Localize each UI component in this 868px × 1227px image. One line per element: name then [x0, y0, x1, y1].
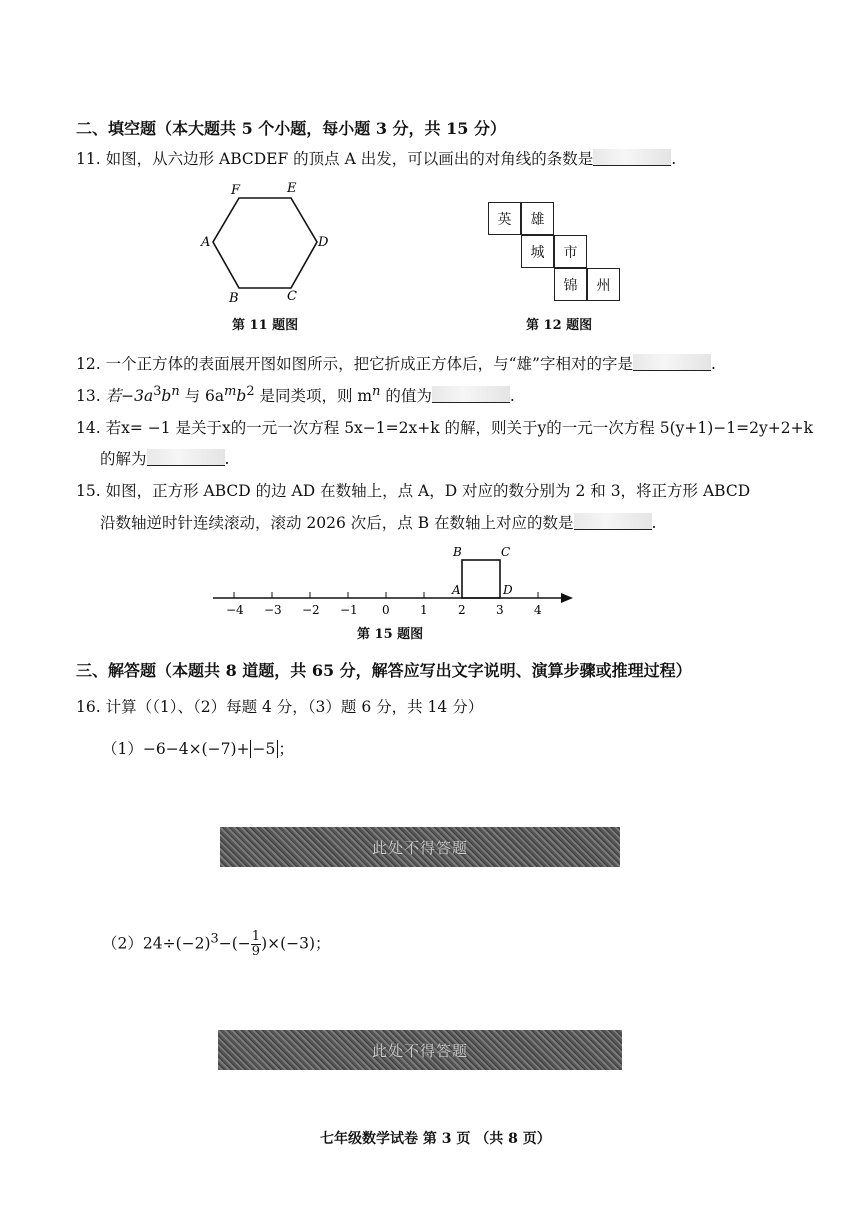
- question-text-line2: 沿数轴逆时针连续滚动，滚动 2026 次后，点 B 在数轴上对应的数是: [100, 514, 574, 532]
- question-number: 12.: [76, 355, 101, 373]
- expr-part: 与 6a: [179, 387, 225, 406]
- square-label-c: C: [501, 545, 511, 559]
- exponent: 2: [246, 384, 255, 399]
- numerator: 1: [251, 929, 261, 944]
- tick-label: 0: [382, 603, 390, 617]
- answer-blank: [593, 149, 671, 166]
- question-13: [76, 384, 515, 406]
- answer-blank: [574, 513, 652, 530]
- answer-blank: [147, 449, 225, 466]
- caption-q12: 第 12 题图: [526, 318, 593, 333]
- tick-label: 4: [534, 603, 542, 617]
- denominator: 9: [251, 944, 261, 959]
- hex-label-c: C: [287, 289, 297, 304]
- expr-part: 若−3a: [105, 387, 154, 406]
- tick-label: −1: [340, 603, 358, 617]
- page-footer: 七年级数学试卷 第 3 页 （共 8 页）: [320, 1131, 551, 1147]
- expression-end: ；: [278, 740, 294, 758]
- hex-label-f: F: [231, 183, 241, 198]
- question-number: 13.: [76, 387, 101, 406]
- square-abcd: [462, 560, 500, 598]
- exponent: 3: [210, 931, 219, 947]
- hex-label-e: E: [287, 181, 297, 196]
- expr-part: 的值为: [380, 387, 432, 406]
- question-text-line1: 如图，正方形 ABCD 的边 AD 在数轴上，点 A，D 对应的数分别为 2 和 3，将正方形 ABCD: [105, 482, 751, 500]
- question-16: [76, 695, 483, 717]
- net-cell-cheng: 城: [521, 235, 554, 268]
- period: .: [509, 387, 515, 406]
- net-cell-shi: 市: [554, 235, 587, 268]
- period: .: [224, 450, 230, 468]
- no-answer-label: 此处不得答题: [371, 1041, 468, 1060]
- question-15: [76, 479, 750, 501]
- number-line-figure: [205, 538, 585, 618]
- question-16-part1: [102, 737, 294, 759]
- net-cell-xiong: 雄: [521, 202, 554, 235]
- question-16-part2: [102, 930, 331, 959]
- no-answer-zone-2: [218, 1030, 622, 1070]
- net-cell-zhou: 州: [587, 268, 620, 301]
- exponent: n: [171, 384, 180, 399]
- answer-blank: [432, 386, 510, 403]
- part-label: （1）: [102, 740, 143, 758]
- tick-label: −2: [302, 603, 320, 617]
- period: .: [710, 355, 716, 373]
- question-15-line2: [100, 511, 656, 533]
- hex-label-d: D: [318, 235, 329, 250]
- absolute-value: −5: [250, 740, 279, 758]
- caption-q11: 第 11 题图: [232, 318, 299, 333]
- expr-part: b: [161, 387, 172, 406]
- tick-label: 1: [420, 603, 428, 617]
- question-number: 14.: [76, 419, 101, 437]
- question-text: 一个正方体的表面展开图如图所示，把它折成正方体后，与“雄”字相对的字是: [105, 355, 633, 373]
- fraction: [251, 930, 261, 959]
- net-cell-ying: 英: [488, 202, 521, 235]
- expr-part: 是同类项，则 m: [254, 387, 373, 406]
- expression: −(−: [218, 934, 251, 953]
- hex-label-b: B: [229, 291, 239, 306]
- answer-blank: [633, 354, 711, 371]
- axis-arrow-icon: [561, 593, 573, 603]
- caption-q15: 第 15 题图: [357, 627, 424, 642]
- question-text: 计算（（1）、（2）每题 4 分，（3）题 6 分，共 14 分）: [105, 698, 484, 716]
- square-label-d: D: [503, 583, 513, 597]
- square-label-b: B: [453, 545, 462, 559]
- period: .: [671, 150, 677, 168]
- question-number: 15.: [76, 482, 101, 500]
- number-line-ticks: [234, 592, 538, 598]
- question-text: 如图，从六边形 ABCDEF 的顶点 A 出发，可以画出的对角线的条数是: [105, 150, 594, 168]
- hex-label-a: A: [201, 235, 211, 250]
- no-answer-label: 此处不得答题: [371, 838, 468, 857]
- question-text-line2: 的解为: [100, 450, 147, 468]
- exponent: n: [372, 384, 381, 399]
- tick-label: −3: [264, 603, 282, 617]
- expression: −6−4×(−7)+: [142, 740, 250, 758]
- net-cell-jin: 锦: [554, 268, 587, 301]
- question-12: [76, 352, 716, 374]
- section-title-fill-blank: 二、填空题（本大题共 5 个小题，每小题 3 分，共 15 分）: [76, 119, 506, 138]
- exponent: m: [224, 384, 237, 399]
- hexagon-figure: [195, 178, 335, 308]
- exponent: 3: [153, 384, 162, 399]
- cube-net-figure: [488, 202, 628, 302]
- tick-label: −4: [226, 603, 244, 617]
- square-label-a: A: [452, 583, 461, 597]
- expr-part: b: [236, 387, 247, 406]
- section-title-solve: 三、解答题（本题共 8 道题，共 65 分，解答应写出文字说明、演算步骤或推理过程）: [76, 661, 692, 680]
- expression: 24÷(−2): [142, 934, 211, 953]
- part-label: （2）: [102, 934, 143, 953]
- tick-label: 2: [458, 603, 466, 617]
- question-number: 11.: [76, 150, 101, 168]
- question-14: [76, 416, 813, 438]
- tick-label: 3: [496, 603, 504, 617]
- question-11: [76, 147, 676, 169]
- question-14-line2: [100, 447, 229, 469]
- question-number: 16.: [76, 698, 101, 716]
- period: .: [651, 514, 657, 532]
- hexagon-shape: [213, 198, 317, 288]
- no-answer-zone-1: [220, 827, 620, 867]
- expression: )×(−3)；: [261, 934, 331, 953]
- question-text-line1: 若x= −1 是关于x的一元一次方程 5x−1=2x+k 的解，则关于y的一元一次方程 5(y+1)−1=2y+2+k: [105, 419, 813, 437]
